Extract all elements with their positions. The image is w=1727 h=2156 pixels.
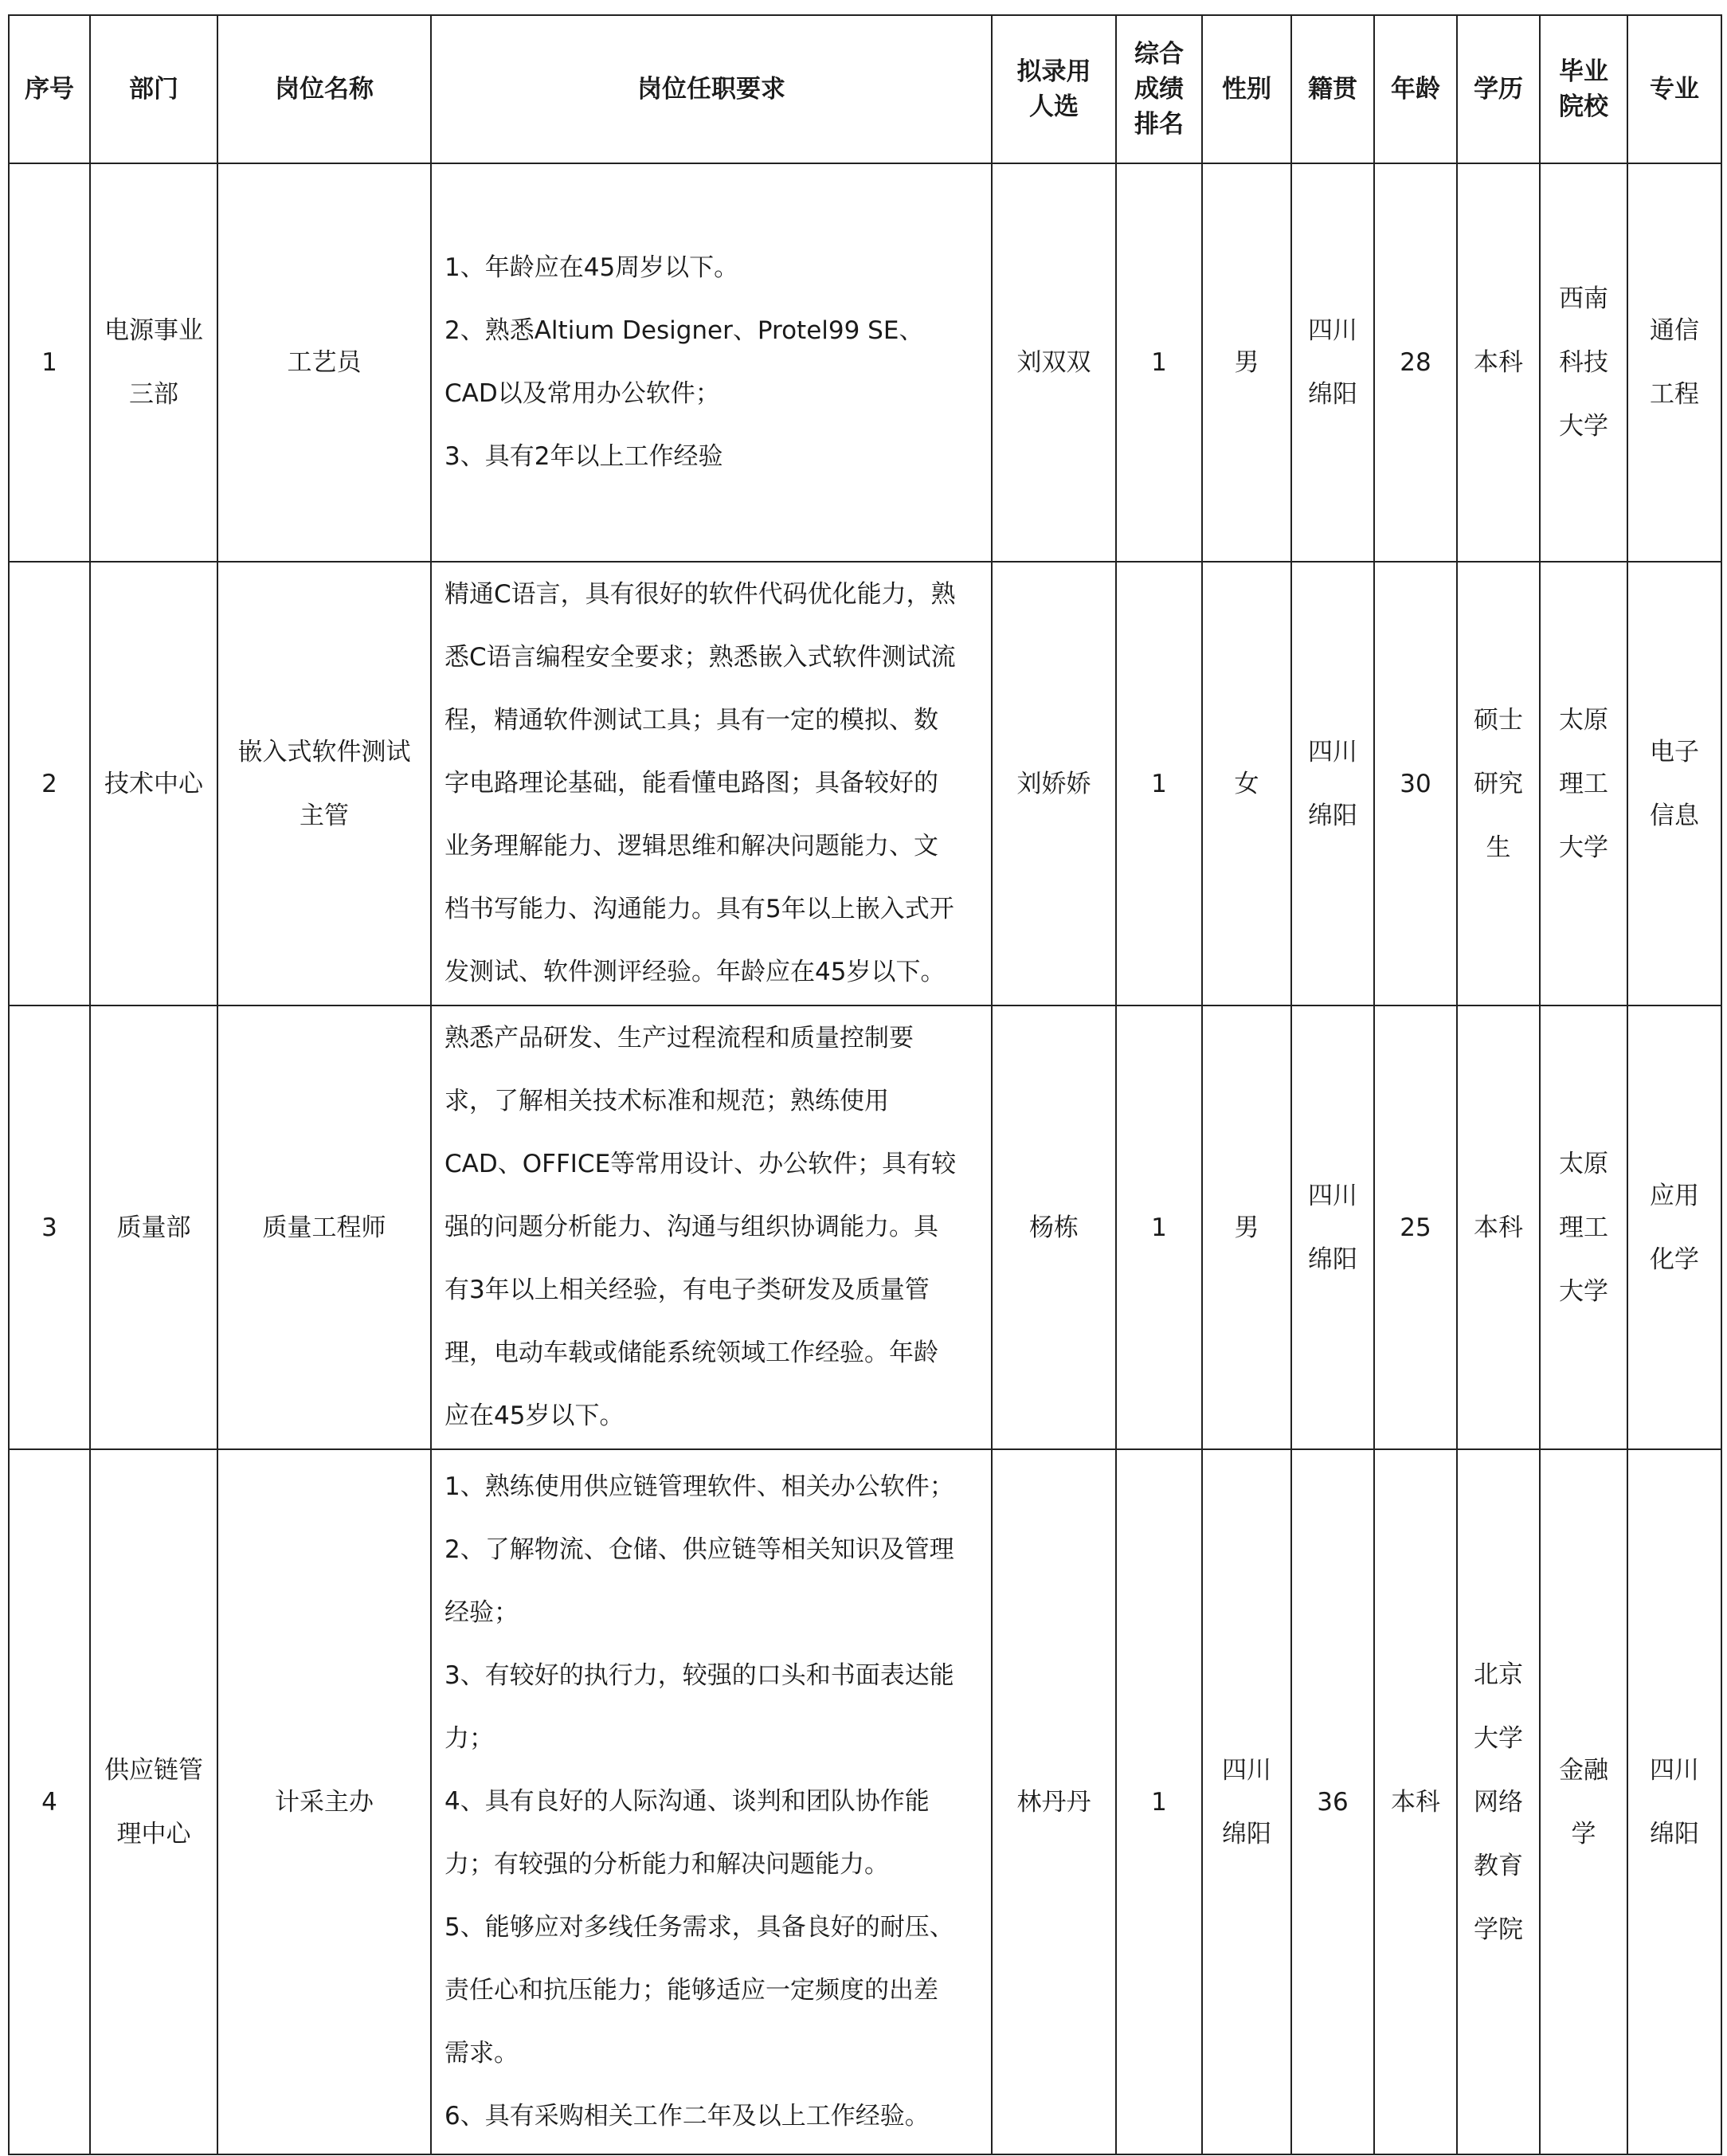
cell-major xyxy=(1627,562,1721,1005)
cell-age: 25 xyxy=(1374,1005,1457,1449)
cell-position-line: 主管 xyxy=(300,801,349,830)
cell-requirements xyxy=(431,562,992,1005)
cell-dept-line: 三部 xyxy=(129,380,178,409)
cell-school-line: 大学 xyxy=(1559,833,1608,862)
cell-position-line: 工艺员 xyxy=(287,348,362,377)
cell-dept-line: 技术中心 xyxy=(104,769,203,798)
requirement-line: 有3年以上相关经验，有电子类研发及质量管 xyxy=(444,1276,930,1304)
requirement-line: 字电路理论基础，能看懂电路图；具备较好的 xyxy=(444,769,938,798)
cell-school-line: 学 xyxy=(1571,1819,1596,1848)
requirement-line: 熟悉产品研发、生产过程流程和质量控制要 xyxy=(444,1024,914,1053)
requirement-line: 强的问题分析能力、沟通与组织协调能力。具 xyxy=(444,1213,938,1241)
cell-major xyxy=(1627,1449,1721,2154)
cell-major-line: 绵阳 xyxy=(1650,1819,1699,1848)
cell-candidate: 杨栋 xyxy=(992,1005,1116,1449)
cell-major-line: 化学 xyxy=(1650,1245,1699,1274)
cell-native-line: 绵阳 xyxy=(1308,380,1357,409)
cell-native xyxy=(1291,163,1374,562)
cell-major-line: 电子 xyxy=(1650,737,1699,766)
cell-education xyxy=(1457,1449,1540,2154)
cell-dept xyxy=(90,1449,217,2154)
requirement-line: 6、具有采购相关工作二年及以上工作经验。 xyxy=(444,2102,930,2131)
header-age: 年龄 xyxy=(1374,15,1457,163)
requirement-line: 力； xyxy=(444,1724,494,1753)
cell-seq: 3 xyxy=(9,1005,90,1449)
cell-education-line: 教育 xyxy=(1474,1851,1523,1880)
cell-dept-line: 质量部 xyxy=(116,1213,191,1242)
header-school xyxy=(1540,15,1627,163)
requirement-line: 5、能够应对多线任务需求，具备良好的耐压、 xyxy=(444,1913,954,1942)
header-school-line: 毕业 xyxy=(1559,57,1608,86)
header-school-line: 院校 xyxy=(1559,92,1608,121)
cell-education xyxy=(1457,562,1540,1005)
cell-rank: 1 xyxy=(1116,1449,1202,2154)
header-dept: 部门 xyxy=(90,15,217,163)
cell-gender: 女 xyxy=(1202,562,1291,1005)
cell-requirements xyxy=(431,1449,992,2154)
cell-gender xyxy=(1202,1449,1291,2154)
cell-education-line: 本科 xyxy=(1474,1213,1523,1242)
cell-rank: 1 xyxy=(1116,562,1202,1005)
cell-gender-line: 四川 xyxy=(1222,1755,1271,1785)
requirement-line: 2、熟悉Altium Designer、Protel99 SE、 xyxy=(444,316,924,345)
cell-major xyxy=(1627,163,1721,562)
cell-major-line: 应用 xyxy=(1650,1181,1699,1210)
cell-education xyxy=(1457,163,1540,562)
requirement-line: CAD以及常用办公软件； xyxy=(444,379,720,408)
header-row xyxy=(9,15,1721,163)
header-rank-line: 综合 xyxy=(1134,40,1184,69)
cell-native-line: 四川 xyxy=(1308,316,1357,345)
requirement-line: 1、熟练使用供应链管理软件、相关办公软件； xyxy=(444,1472,954,1501)
cell-native-line: 四川 xyxy=(1308,1181,1357,1210)
cell-school-line: 大学 xyxy=(1559,1276,1608,1306)
cell-candidate: 林丹丹 xyxy=(992,1449,1116,2154)
cell-gender-line: 绵阳 xyxy=(1222,1819,1271,1848)
cell-major-line: 工程 xyxy=(1650,380,1699,409)
cell-position-line: 嵌入式软件测试 xyxy=(237,737,411,766)
cell-dept xyxy=(90,1005,217,1449)
header-major: 专业 xyxy=(1627,15,1721,163)
cell-requirements xyxy=(431,1005,992,1449)
header-native: 籍贯 xyxy=(1291,15,1374,163)
requirement-line: 程，精通软件测试工具；具有一定的模拟、数 xyxy=(444,706,938,735)
cell-age: 30 xyxy=(1374,562,1457,1005)
cell-rank: 1 xyxy=(1116,1005,1202,1449)
cell-gender: 男 xyxy=(1202,1005,1291,1449)
cell-position-line: 质量工程师 xyxy=(262,1213,386,1242)
cell-rank: 1 xyxy=(1116,163,1202,562)
cell-education-line: 学院 xyxy=(1474,1915,1523,1944)
requirement-line: 责任心和抗压能力；能够适应一定频度的出差 xyxy=(444,1976,938,2005)
cell-native-line: 四川 xyxy=(1308,737,1357,766)
cell-school xyxy=(1540,562,1627,1005)
cell-school xyxy=(1540,1005,1627,1449)
requirement-line: 精通C语言，具有很好的软件代码优化能力，熟 xyxy=(444,580,956,609)
header-gender: 性别 xyxy=(1202,15,1291,163)
cell-position xyxy=(217,163,431,562)
requirement-line: 4、具有良好的人际沟通、谈判和团队协作能 xyxy=(444,1787,930,1816)
requirement-line: 档书写能力、沟通能力。具有5年以上嵌入式开 xyxy=(444,895,954,923)
header-seq: 序号 xyxy=(9,15,90,163)
requirement-line: 应在45岁以下。 xyxy=(444,1401,625,1430)
cell-position xyxy=(217,562,431,1005)
requirement-line: 业务理解能力、逻辑思维和解决问题能力、文 xyxy=(444,832,938,860)
cell-major-line: 四川 xyxy=(1650,1755,1699,1785)
requirement-line: 力；有较强的分析能力和解决问题能力。 xyxy=(444,1850,889,1879)
cell-position xyxy=(217,1449,431,2154)
cell-gender: 男 xyxy=(1202,163,1291,562)
cell-education-line: 大学 xyxy=(1474,1723,1523,1753)
requirement-line: 3、具有2年以上工作经验 xyxy=(444,442,723,471)
cell-age: 28 xyxy=(1374,163,1457,562)
cell-school-line: 理工 xyxy=(1559,769,1608,798)
cell-native-line: 36 xyxy=(1317,1787,1349,1817)
cell-school-line: 太原 xyxy=(1559,705,1608,735)
cell-candidate: 刘娇娇 xyxy=(992,562,1116,1005)
cell-education-line: 本科 xyxy=(1474,348,1523,377)
recruitment-table xyxy=(8,14,1722,2155)
requirement-line: 发测试、软件测评经验。年龄应在45岁以下。 xyxy=(444,958,946,986)
cell-candidate: 刘双双 xyxy=(992,163,1116,562)
requirement-line: 悉C语言编程安全要求；熟悉嵌入式软件测试流 xyxy=(444,643,956,672)
table-row xyxy=(9,1005,1721,1449)
cell-seq: 1 xyxy=(9,163,90,562)
cell-seq: 2 xyxy=(9,562,90,1005)
cell-education-line: 研究 xyxy=(1474,769,1523,798)
cell-major-line: 通信 xyxy=(1650,316,1699,345)
header-rank xyxy=(1116,15,1202,163)
cell-position xyxy=(217,1005,431,1449)
cell-school-line: 西南 xyxy=(1559,284,1608,313)
requirement-line: 3、有较好的执行力，较强的口头和书面表达能 xyxy=(444,1661,954,1690)
cell-seq: 4 xyxy=(9,1449,90,2154)
cell-major-line: 信息 xyxy=(1650,801,1699,830)
table-row xyxy=(9,163,1721,562)
requirement-line: CAD、OFFICE等常用设计、办公软件；具有较 xyxy=(444,1150,957,1178)
cell-school-line: 金融 xyxy=(1559,1755,1608,1785)
requirement-line: 求，了解相关技术标准和规范；熟练使用 xyxy=(444,1087,889,1115)
cell-education xyxy=(1457,1005,1540,1449)
cell-dept-line: 供应链管 xyxy=(104,1755,203,1785)
cell-native-line: 绵阳 xyxy=(1308,1245,1357,1274)
cell-education-line: 网络 xyxy=(1474,1787,1523,1817)
cell-school-line: 太原 xyxy=(1559,1149,1608,1178)
header-candidate-line: 拟录用 xyxy=(1016,57,1091,86)
header-education: 学历 xyxy=(1457,15,1540,163)
requirement-line: 需求。 xyxy=(444,2039,519,2068)
header-candidate-line: 人选 xyxy=(1029,92,1079,121)
cell-school xyxy=(1540,163,1627,562)
cell-dept-line: 电源事业 xyxy=(104,316,203,345)
table-row xyxy=(9,562,1721,1005)
header-position: 岗位名称 xyxy=(217,15,431,163)
cell-school-line: 理工 xyxy=(1559,1213,1608,1242)
table-row xyxy=(9,1449,1721,2154)
cell-dept xyxy=(90,562,217,1005)
header-requirements: 岗位任职要求 xyxy=(431,15,992,163)
cell-school-line: 科技 xyxy=(1559,348,1608,377)
cell-education-line: 北京 xyxy=(1474,1660,1523,1689)
cell-dept xyxy=(90,163,217,562)
requirement-line: 理，电动车载或储能系统领域工作经验。年龄 xyxy=(444,1339,938,1367)
cell-education-line: 硕士 xyxy=(1474,705,1523,735)
cell-native xyxy=(1291,562,1374,1005)
recruitment-table-container xyxy=(8,14,1721,2155)
cell-age: 本科 xyxy=(1374,1449,1457,2154)
header-rank-line: 排名 xyxy=(1134,110,1184,139)
cell-requirements xyxy=(431,163,992,562)
cell-school-line: 大学 xyxy=(1559,412,1608,441)
cell-education-line: 生 xyxy=(1486,833,1511,862)
cell-native xyxy=(1291,1449,1374,2154)
cell-school xyxy=(1540,1449,1627,2154)
requirement-line: 2、了解物流、仓储、供应链等相关知识及管理 xyxy=(444,1535,954,1564)
header-rank-line: 成绩 xyxy=(1134,75,1184,104)
cell-major xyxy=(1627,1005,1721,1449)
requirement-line: 经验； xyxy=(444,1598,519,1627)
cell-dept-line: 理中心 xyxy=(116,1819,191,1848)
cell-native xyxy=(1291,1005,1374,1449)
requirement-line: 1、年龄应在45周岁以下。 xyxy=(444,253,739,282)
cell-position-line: 计采主办 xyxy=(275,1787,374,1817)
cell-native-line: 绵阳 xyxy=(1308,801,1357,830)
header-candidate xyxy=(992,15,1116,163)
